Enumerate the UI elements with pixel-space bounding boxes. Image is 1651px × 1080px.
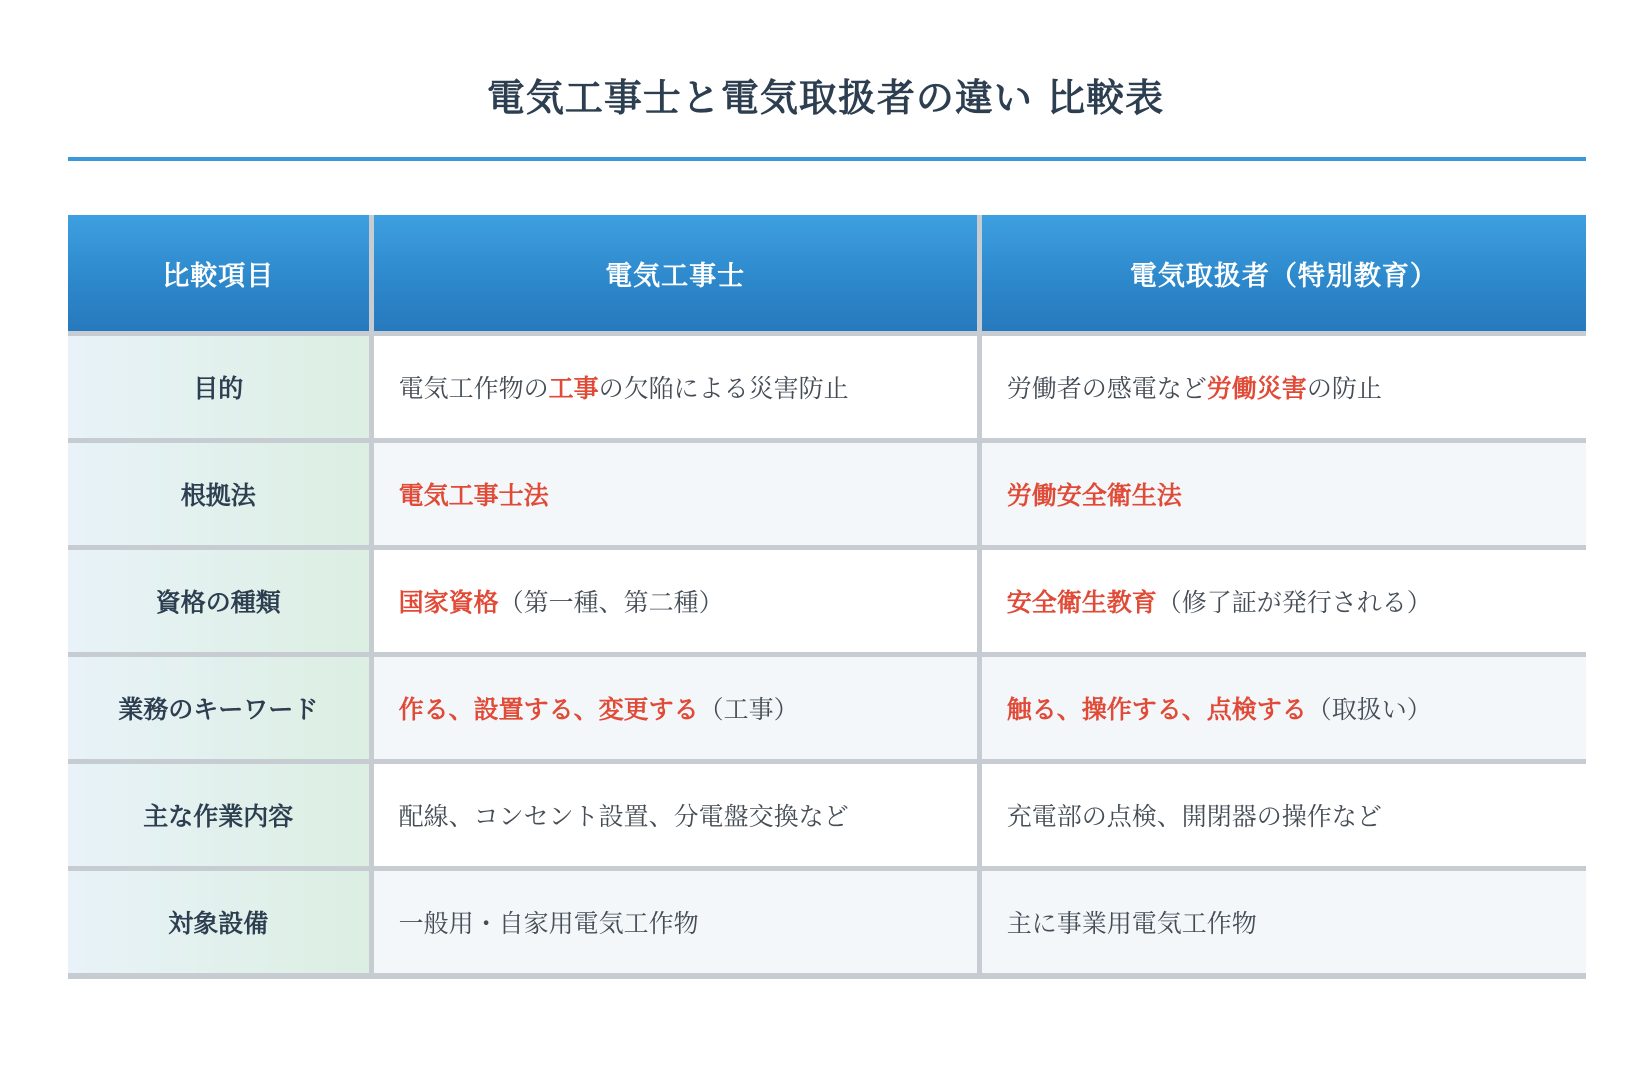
handler-cell	[982, 443, 1586, 545]
cell-text: （修了証が発行される）	[1156, 588, 1432, 617]
comparison-table	[68, 215, 1586, 979]
cell-text: 労働者の感電など	[1006, 374, 1207, 403]
table-row-purpose	[68, 336, 1586, 438]
header-comparison-item: 比較項目	[68, 215, 369, 331]
handler-cell	[982, 871, 1586, 973]
highlight-text: 作る、設置する、変更する	[398, 695, 699, 724]
highlight-text: 電気工事士法	[398, 481, 549, 510]
electrician-cell	[374, 764, 977, 866]
highlight-text: 安全衛生教育	[1006, 588, 1157, 617]
header-electrical-handler: 電気取扱者（特別教育）	[982, 215, 1586, 331]
handler-cell	[982, 764, 1586, 866]
electrician-cell	[374, 336, 977, 438]
cell-text: （工事）	[698, 695, 799, 724]
handler-cell	[982, 550, 1586, 652]
highlight-text: 工事	[548, 374, 599, 403]
page-title: 電気工事士と電気取扱者の違い 比較表	[486, 76, 1165, 120]
row-label: 資格の種類	[68, 550, 369, 652]
cell-text: 一般用・自家用電気工作物	[398, 909, 699, 938]
table-row-legal-basis	[68, 443, 1586, 545]
cell-text: の欠陥による災害防止	[598, 374, 849, 403]
highlight-text: 国家資格	[398, 588, 499, 617]
highlight-text: 労働災害	[1206, 374, 1307, 403]
row-label: 目的	[68, 336, 369, 438]
cell-text: （取扱い）	[1306, 695, 1432, 724]
handler-cell	[982, 336, 1586, 438]
row-label: 主な作業内容	[68, 764, 369, 866]
electrician-cell	[374, 871, 977, 973]
table-row-target-equipment	[68, 871, 1586, 973]
table-row-qualification-type	[68, 550, 1586, 652]
highlight-text: 労働安全衛生法	[1006, 481, 1182, 510]
table-row-main-work	[68, 764, 1586, 866]
cell-text: （第一種、第二種）	[498, 588, 724, 617]
cell-text: 主に事業用電気工作物	[1006, 909, 1257, 938]
highlight-text: 触る、操作する、点検する	[1006, 695, 1307, 724]
electrician-cell	[374, 550, 977, 652]
cell-text: 配線、コンセント設置、分電盤交換など	[398, 802, 849, 831]
header-electrician: 電気工事士	[374, 215, 977, 331]
row-label: 業務のキーワード	[68, 657, 369, 759]
cell-text: の防止	[1306, 374, 1382, 403]
cell-text: 充電部の点検、開閉器の操作など	[1006, 802, 1382, 831]
cell-text: 電気工作物の	[398, 374, 549, 403]
row-label: 対象設備	[68, 871, 369, 973]
table-header-row	[68, 215, 1586, 331]
handler-cell	[982, 657, 1586, 759]
electrician-cell	[374, 657, 977, 759]
title-divider	[68, 157, 1586, 161]
row-label: 根拠法	[68, 443, 369, 545]
electrician-cell	[374, 443, 977, 545]
table-row-keywords	[68, 657, 1586, 759]
